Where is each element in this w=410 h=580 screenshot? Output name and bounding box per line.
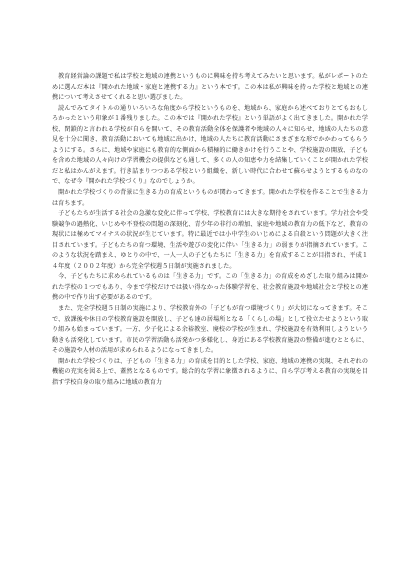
paragraph-6: また、完全学校週５日制の実施により、学校教育外の「子どもが育つ環境づくり」が大切になってきます。そこで、放課後や休日の学校教育施設を開放し、子ども達の居場所となる「くらしの場」として役立たせようという取り組みも始まっています。一方、少子化による余裕教室、廃校の学校が生まれ、学校施設を有効利用しようという動きも活発化しています。市民の学習活動も活発かつ多様化し、身近にある学校教育施設の整備が進むとともに、その施設や人材の活用が求められるようになってきました。: [52, 305, 368, 355]
paragraph-2: 読んでみてタイトルの通りいろいろな角度から学校というものを、地域から、家庭から述べておりとてもおもしろかったという印象が１番残りました。この本では『開かれた学校』という単語がよく出てきました。開かれた学校、閉鎖的と言われる学校が自らを開いて、その教育活動全体を保護者や地域の人々に知らせ、地域の人たちの意見を十分に聞き、教育活動においても地域に出かけ、地域の人たちに教育活動にさまざまな形でかかわってもらうようにする。さらに、地域や家庭にも教育的な側面から積極的に働きかけを行うことや、学校施設の開放、子どもを含めた地域の人々向けの学習機会の提供なども通して、多くの人の知恵や力を結集していくことが開かれた学校だと私はかんがえます。行き詰まりつつある学校という組織を、新しい時代に合わせて蘇らせようとするものなので、なぜ今『開かれた学校づくり』なのでしょうか。: [52, 104, 368, 186]
paragraph-5: 今、子どもたちに求められているものは「生きる力」です。この「生きる力」の育成をめざした取り組みは開かれた学校の１つでもあり、今まで学校だけでは扱い得なかった体験学習を、社会教育施設や地域社会と学校との連携の中で作り出す必要があるのです。: [52, 273, 368, 302]
paragraph-7: 開かれた学校づくりは、子どもの「生きる力」の育成を目的とした学校、家庭、地域の連携の実現、それぞれの機能の充実を図る上で、蓋然となるものです。総合的な学習に象徴されるように、自ら学び考える教育の実現を目指す学校自身の取り組みに地域の教育力: [52, 357, 368, 386]
paragraph-1: 教育経営論の課題で私は学校と地域の連携というものに興味を持ち考えてみたいと思います。私がレポートのために選んだ本は『開かれた地域・家庭と連携する力』という本です。この本は私が興味を持った学校と地域との連携について考えさせてくれると思い選びました。: [52, 73, 368, 102]
paragraph-4: 子どもたちが生活する社会の急激な変化に伴って学校、学校教育には大きな期待をされています。学力社会や受験競争の過熱化、いじめや不登校の問題の深刻化、青少年の非行の増加、家庭や地域の教育力の低下など、教育の現状には極めてマイナスの状況が生じています。特に最近では小中学生のいじめによる自殺という問題が大きく注目されています。子どもたちの育つ環境、生活や遊びの変化に伴い「生きる力」の弱まりが指摘されています。このような状況を踏まえ、ゆとりの中で、一人一人の子どもたちに「生きる力」を育成することが目指され、平成１４年度（２００２年度）から完全学校週５日制が実施されました。: [52, 210, 368, 270]
paragraph-3: 開かれた学校づくりの背景に生きる力の育成というものが関わってきます。開かれた学校を作ることで生きる力は育ちます。: [52, 189, 368, 207]
